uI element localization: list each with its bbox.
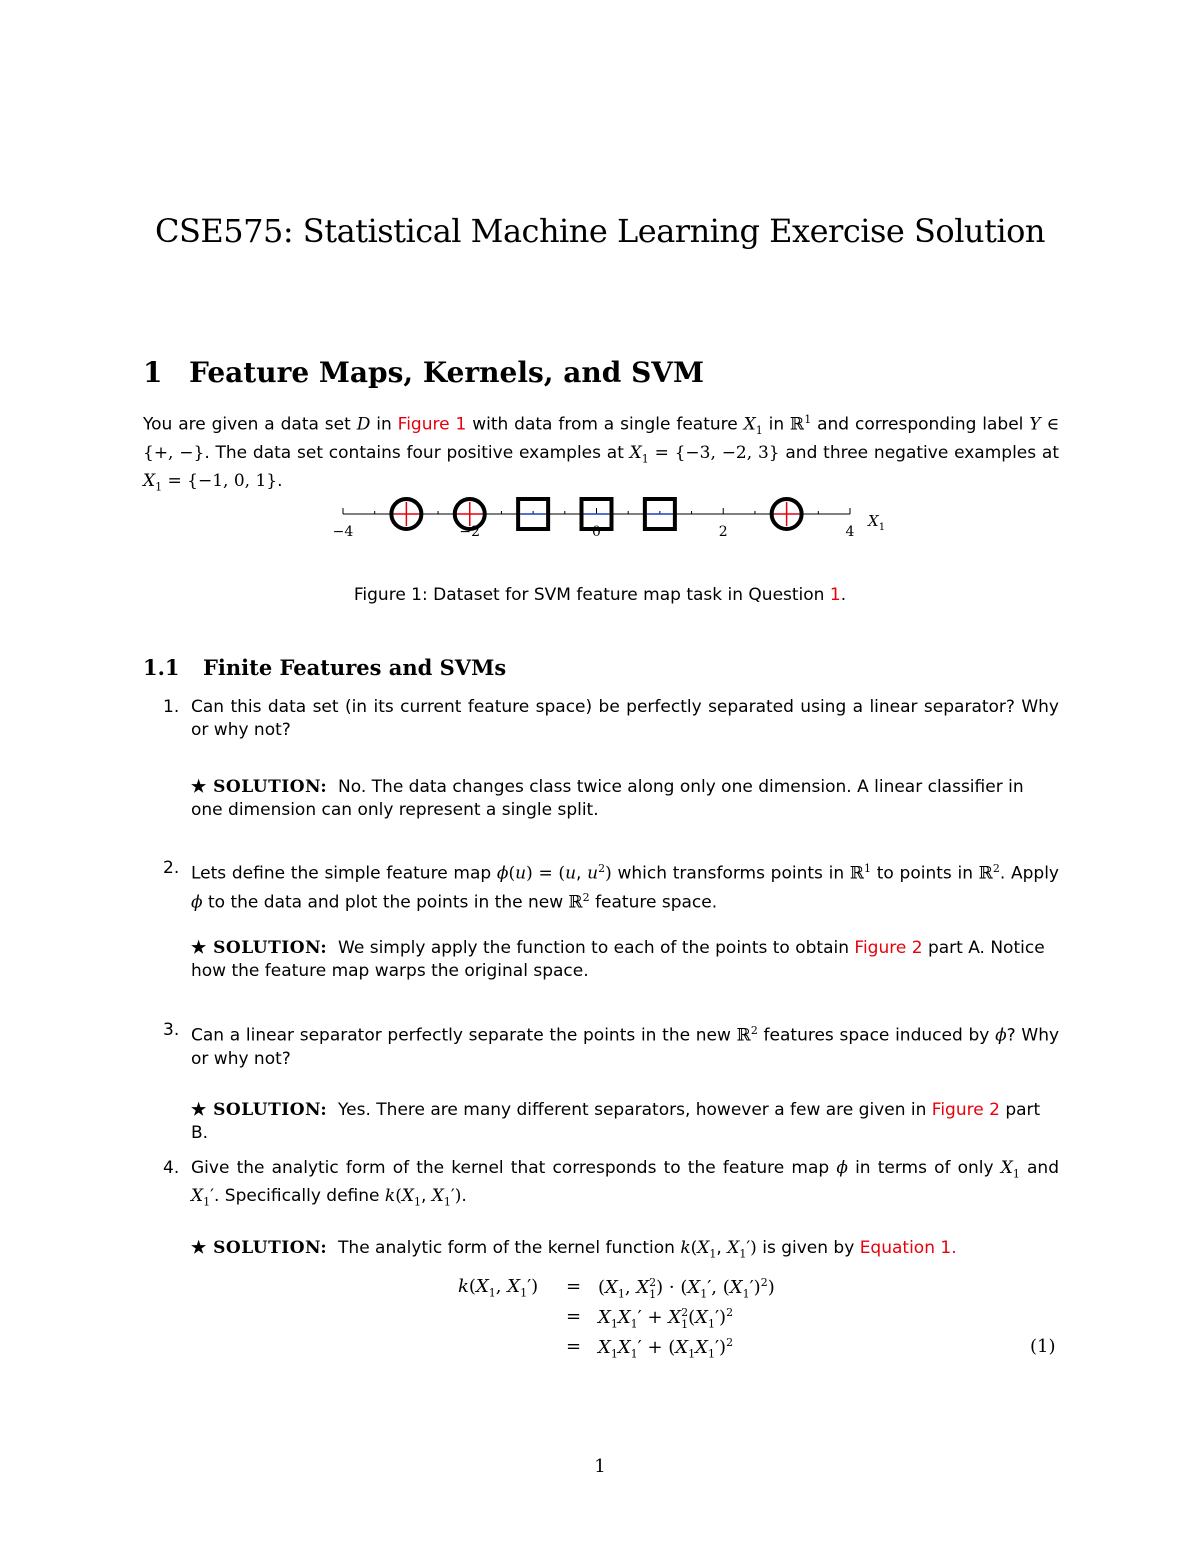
question-1-link[interactable]: 1 [829,585,841,605]
question-2-text: Lets define the simple feature map ϕ(u) = (u, $u^2$) which transforms points in ℝ$^1$ to points in ℝ$^2$. Apply ϕ to the data and plot the points in the new ℝ$^2$ feature space. [191,862,1059,913]
positive-marker [455,499,485,529]
positive-marker [772,499,802,529]
section-heading [143,356,704,389]
solution-1: ★ SOLUTION: No. The data changes class twice along only one dimension. A linear classifier in one dimension can only represent a single split. [191,777,1024,820]
negative-marker [518,499,548,529]
question-3: 3. Can a linear separator perfectly separate the points in the new ℝ$^2$ features space induced by ϕ? Why or why not? [163,1020,1060,1069]
tick-label: 0 [592,524,601,540]
equation-line-3-rhs: $X_1X_1' + (X_1X_1')^2$ [598,1336,734,1361]
question-1: 1. Can this data set (in its current feature space) be perfectly separated using a linear separator? Why or why not? [163,697,1059,740]
negative-marker [645,499,675,529]
tick-label: −2 [459,524,481,540]
section-number: 1 [143,356,163,389]
question-1-text: Can this data set (in its current feature space) be perfectly separated using a linear separator? Why or why not? [191,697,1059,740]
solution-2: ★ SOLUTION: We simply apply the function to each of the points to obtain Figure 2 part A. Notice how the feature map warps the original space. [191,938,1045,981]
intro-paragraph: You are given a data set D in Figure 1 with data from a single feature $X_1$ in ℝ$^1$ and corresponding label Y ∈ {+, −}. The data set contains four positive examples at $X_1 = \{-3$, −2, 3} and three negative examples at $X_1 = \{-1$, 0, 1}. [143,413,1060,494]
figure-2-link[interactable]: Figure 2 [854,938,923,958]
section-title: Feature Maps, Kernels, and SVM [189,356,705,389]
equation-line-2-rhs: $X_1X_1' + X^2_1(X_1')^2$ [598,1306,734,1331]
solution-4: ★ SOLUTION: The analytic form of the kernel function $k(X_1$, $X_1'$) is given by Equation 1. [191,1238,957,1261]
question-3-text: Can a linear separator perfectly separate the points in the new ℝ$^2$ features space induced by ϕ? Why or why not? [191,1024,1060,1069]
equation-line-1-lhs: $k(X_1$, $X_1'$) [458,1276,539,1300]
page-number: 1 [594,1456,606,1477]
equation-equals-2: = [566,1306,582,1327]
document-title: CSE575: Statistical Machine Learning Exercise Solution [155,212,1045,250]
figure-2-link[interactable]: Figure 2 [931,1100,1000,1120]
question-2: 2. Lets define the simple feature map ϕ(u) = (u, $u^2$) which transforms points in ℝ$^1$ to points in ℝ$^2$. Apply ϕ to the data and plot the points in the new ℝ$^2$ feature space. [163,858,1059,913]
solution-label: ★ SOLUTION: [191,777,328,797]
figure-1-number-line [320,496,886,546]
tick-label: 2 [718,524,728,540]
question-4: 4. Give the analytic form of the kernel that corresponds to the feature map ϕ in terms of only $X_1$ and $X_1'$. Specifically define $k(X_1$, $X_1'$). [163,1157,1059,1214]
equation-1-link[interactable]: Equation 1 [859,1238,952,1258]
subsection-title: Finite Features and SVMs [203,655,507,680]
tick-label: 4 [845,524,855,540]
figure-1-caption: Figure 1: Dataset for SVM feature map task in Question 1. [353,585,847,605]
question-4-text: Give the analytic form of the kernel that corresponds to the feature map ϕ in terms of only $X_1$ and $X_1'$. Specifically define $k(X_1$, $X_1'$). [191,1158,1059,1209]
equation-line-1-rhs: ($X_1$, $X^2_1) \cdot (X_1'$, $(X_1')^2$) [598,1276,775,1301]
tick-label: −4 [332,524,354,540]
subsection-heading [143,655,506,680]
equation-equals-1: = [566,1276,582,1297]
equation-equals-3: = [566,1336,582,1357]
figure-1-link[interactable]: Figure 1 [397,414,467,435]
axis-label-x1: $X_1$ [868,512,886,533]
positive-marker [391,499,421,529]
subsection-number: 1.1 [143,655,180,680]
solution-3: ★ SOLUTION: Yes. There are many different separators, however a few are given in Figure 2 part B. [191,1100,1041,1143]
equation-number: (1) [1030,1336,1056,1357]
